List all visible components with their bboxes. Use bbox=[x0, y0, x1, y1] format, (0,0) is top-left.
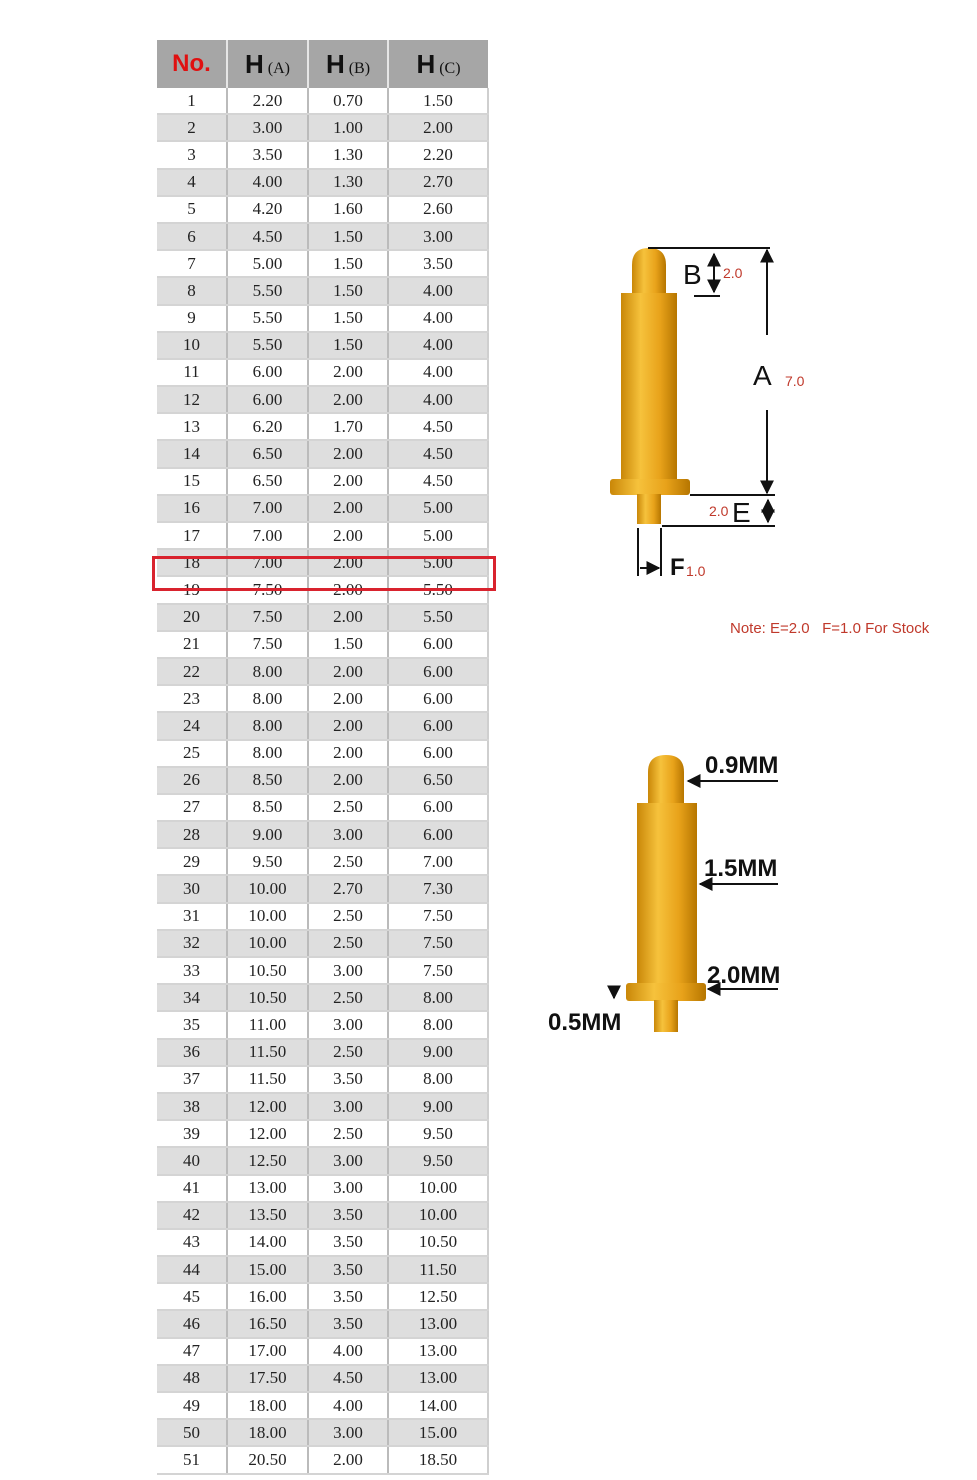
cell-h-c: 13.00 bbox=[388, 1310, 488, 1337]
cell-no: 17 bbox=[157, 522, 227, 549]
cell-h-b: 1.50 bbox=[308, 223, 388, 250]
cell-h-c: 7.50 bbox=[388, 957, 488, 984]
cell-no: 45 bbox=[157, 1283, 227, 1310]
cell-no: 39 bbox=[157, 1120, 227, 1147]
cell-no: 46 bbox=[157, 1310, 227, 1337]
cell-h-c: 2.60 bbox=[388, 196, 488, 223]
cell-h-b: 2.50 bbox=[308, 1120, 388, 1147]
cell-h-b: 3.00 bbox=[308, 1175, 388, 1202]
cell-no: 34 bbox=[157, 984, 227, 1011]
cell-no: 43 bbox=[157, 1229, 227, 1256]
cell-h-b: 3.50 bbox=[308, 1283, 388, 1310]
cell-no: 44 bbox=[157, 1256, 227, 1283]
cell-h-b: 3.50 bbox=[308, 1202, 388, 1229]
cell-no: 15 bbox=[157, 468, 227, 495]
cell-no: 6 bbox=[157, 223, 227, 250]
stock-note: Note: E=2.0 F=1.0 For Stock bbox=[730, 620, 930, 637]
cell-no: 32 bbox=[157, 930, 227, 957]
cell-h-a: 15.00 bbox=[227, 1256, 308, 1283]
cell-no: 2 bbox=[157, 114, 227, 141]
cell-h-a: 17.00 bbox=[227, 1338, 308, 1365]
header-h-b-letter: H bbox=[325, 48, 345, 79]
cell-h-a: 6.00 bbox=[227, 359, 308, 386]
cell-no: 3 bbox=[157, 141, 227, 168]
cell-h-c: 6.00 bbox=[388, 740, 488, 767]
label-e: E bbox=[732, 497, 751, 528]
cell-h-a: 7.00 bbox=[227, 522, 308, 549]
cell-h-a: 7.50 bbox=[227, 576, 308, 603]
cell-no: 16 bbox=[157, 495, 227, 522]
cell-h-b: 2.00 bbox=[308, 386, 388, 413]
cell-h-a: 8.00 bbox=[227, 740, 308, 767]
label-f: F bbox=[670, 554, 685, 581]
cell-h-b: 1.50 bbox=[308, 277, 388, 304]
cell-h-c: 3.50 bbox=[388, 250, 488, 277]
cell-no: 29 bbox=[157, 848, 227, 875]
cell-h-c: 6.00 bbox=[388, 794, 488, 821]
cell-h-a: 5.50 bbox=[227, 332, 308, 359]
cell-h-c: 13.00 bbox=[388, 1338, 488, 1365]
flange-dimension-label: 2.0MM bbox=[707, 962, 781, 989]
cell-h-c: 4.00 bbox=[388, 305, 488, 332]
cell-h-a: 8.00 bbox=[227, 712, 308, 739]
cell-h-c: 8.00 bbox=[388, 1066, 488, 1093]
cell-h-c: 3.00 bbox=[388, 223, 488, 250]
cell-h-c: 5.00 bbox=[388, 495, 488, 522]
cell-h-b: 2.70 bbox=[308, 875, 388, 902]
cell-no: 50 bbox=[157, 1419, 227, 1446]
cell-no: 51 bbox=[157, 1446, 227, 1473]
cell-h-c: 6.00 bbox=[388, 631, 488, 658]
cell-h-a: 6.50 bbox=[227, 440, 308, 467]
cell-no: 19 bbox=[157, 576, 227, 603]
cell-h-b: 2.00 bbox=[308, 468, 388, 495]
cell-h-c: 7.00 bbox=[388, 848, 488, 875]
cell-h-a: 7.50 bbox=[227, 604, 308, 631]
cell-no: 40 bbox=[157, 1147, 227, 1174]
cell-h-b: 2.00 bbox=[308, 495, 388, 522]
cell-h-b: 2.00 bbox=[308, 440, 388, 467]
cell-no: 36 bbox=[157, 1039, 227, 1066]
cell-no: 49 bbox=[157, 1392, 227, 1419]
cell-no: 22 bbox=[157, 658, 227, 685]
cell-h-b: 2.50 bbox=[308, 1039, 388, 1066]
cell-h-c: 2.20 bbox=[388, 141, 488, 168]
cell-h-c: 10.00 bbox=[388, 1175, 488, 1202]
cell-h-c: 9.00 bbox=[388, 1039, 488, 1066]
cell-h-b: 3.50 bbox=[308, 1229, 388, 1256]
cell-h-a: 11.00 bbox=[227, 1011, 308, 1038]
cell-h-c: 15.00 bbox=[388, 1419, 488, 1446]
cell-h-a: 14.00 bbox=[227, 1229, 308, 1256]
cell-h-a: 16.00 bbox=[227, 1283, 308, 1310]
cell-no: 47 bbox=[157, 1338, 227, 1365]
cell-h-c: 14.00 bbox=[388, 1392, 488, 1419]
cell-h-a: 4.50 bbox=[227, 223, 308, 250]
cell-h-b: 4.50 bbox=[308, 1365, 388, 1392]
cell-h-a: 16.50 bbox=[227, 1310, 308, 1337]
cell-h-b: 3.00 bbox=[308, 1093, 388, 1120]
cell-h-c: 9.50 bbox=[388, 1120, 488, 1147]
cell-h-a: 7.00 bbox=[227, 495, 308, 522]
cell-h-b: 2.50 bbox=[308, 930, 388, 957]
cell-h-b: 1.60 bbox=[308, 196, 388, 223]
cell-no: 24 bbox=[157, 712, 227, 739]
cell-h-b: 0.70 bbox=[308, 88, 388, 114]
cell-h-c: 4.50 bbox=[388, 468, 488, 495]
cell-h-a: 13.50 bbox=[227, 1202, 308, 1229]
cell-h-c: 4.00 bbox=[388, 332, 488, 359]
tip-dimension-label: 0.9MM bbox=[705, 752, 779, 779]
cell-h-b: 3.00 bbox=[308, 1419, 388, 1446]
cell-h-b: 2.00 bbox=[308, 767, 388, 794]
cell-h-b: 2.50 bbox=[308, 984, 388, 1011]
cell-h-b: 1.70 bbox=[308, 413, 388, 440]
cell-h-b: 3.00 bbox=[308, 821, 388, 848]
value-e: 2.0 bbox=[709, 503, 729, 519]
header-h-a-letter: H bbox=[245, 48, 264, 79]
value-f: 1.0 bbox=[686, 563, 706, 579]
cell-h-a: 5.00 bbox=[227, 250, 308, 277]
cell-h-c: 18.50 bbox=[388, 1446, 488, 1473]
cell-no: 37 bbox=[157, 1066, 227, 1093]
cell-no: 33 bbox=[157, 957, 227, 984]
cell-no: 7 bbox=[157, 250, 227, 277]
cell-h-a: 11.50 bbox=[227, 1039, 308, 1066]
cell-h-a: 5.50 bbox=[227, 305, 308, 332]
cell-h-c: 12.50 bbox=[388, 1283, 488, 1310]
header-no: No. bbox=[157, 40, 227, 88]
cell-h-a: 13.00 bbox=[227, 1175, 308, 1202]
cell-h-c: 6.00 bbox=[388, 658, 488, 685]
cell-h-b: 1.50 bbox=[308, 305, 388, 332]
cell-h-b: 4.00 bbox=[308, 1392, 388, 1419]
cell-h-b: 4.00 bbox=[308, 1338, 388, 1365]
cell-no: 23 bbox=[157, 685, 227, 712]
cell-h-a: 10.50 bbox=[227, 984, 308, 1011]
cell-h-b: 2.50 bbox=[308, 903, 388, 930]
cell-h-b: 3.00 bbox=[308, 1147, 388, 1174]
cell-h-a: 11.50 bbox=[227, 1066, 308, 1093]
cell-h-a: 8.00 bbox=[227, 658, 308, 685]
cell-h-c: 9.50 bbox=[388, 1147, 488, 1174]
cell-h-c: 6.00 bbox=[388, 821, 488, 848]
cell-h-a: 4.00 bbox=[227, 169, 308, 196]
cell-h-b: 3.50 bbox=[308, 1310, 388, 1337]
cell-h-c: 4.50 bbox=[388, 440, 488, 467]
cell-h-b: 2.00 bbox=[308, 359, 388, 386]
cell-h-a: 17.50 bbox=[227, 1365, 308, 1392]
cell-h-a: 10.00 bbox=[227, 875, 308, 902]
value-a: 7.0 bbox=[785, 373, 805, 389]
cell-h-c: 5.00 bbox=[388, 522, 488, 549]
body-dimension-label: 1.5MM bbox=[704, 855, 778, 882]
label-b: B bbox=[683, 259, 702, 290]
cell-h-c: 10.00 bbox=[388, 1202, 488, 1229]
cell-h-a: 3.00 bbox=[227, 114, 308, 141]
flange-thickness-label: 0.5MM bbox=[548, 1009, 622, 1036]
cell-no: 27 bbox=[157, 794, 227, 821]
cell-h-c: 4.00 bbox=[388, 386, 488, 413]
cell-h-a: 10.50 bbox=[227, 957, 308, 984]
cell-h-c: 8.00 bbox=[388, 1011, 488, 1038]
header-h-b-sub: (B) bbox=[348, 59, 371, 77]
cell-h-c: 2.70 bbox=[388, 169, 488, 196]
cell-h-c: 11.50 bbox=[388, 1256, 488, 1283]
cell-no: 28 bbox=[157, 821, 227, 848]
cell-no: 5 bbox=[157, 196, 227, 223]
header-h-c-letter: H bbox=[416, 48, 436, 79]
cell-no: 12 bbox=[157, 386, 227, 413]
cell-h-b: 3.50 bbox=[308, 1256, 388, 1283]
cell-no: 4 bbox=[157, 169, 227, 196]
cell-h-a: 12.50 bbox=[227, 1147, 308, 1174]
cell-h-b: 2.50 bbox=[308, 794, 388, 821]
cell-h-a: 6.00 bbox=[227, 386, 308, 413]
cell-h-a: 18.00 bbox=[227, 1392, 308, 1419]
cell-h-b: 2.00 bbox=[308, 604, 388, 631]
cell-h-c: 6.50 bbox=[388, 767, 488, 794]
cell-h-c: 9.00 bbox=[388, 1093, 488, 1120]
cell-h-a: 8.50 bbox=[227, 794, 308, 821]
cell-h-c: 4.50 bbox=[388, 413, 488, 440]
cell-no: 31 bbox=[157, 903, 227, 930]
cell-no: 41 bbox=[157, 1175, 227, 1202]
cell-no: 13 bbox=[157, 413, 227, 440]
cell-no: 1 bbox=[157, 88, 227, 114]
cell-no: 42 bbox=[157, 1202, 227, 1229]
cell-h-b: 1.50 bbox=[308, 250, 388, 277]
cell-h-c: 5.00 bbox=[388, 549, 488, 576]
cell-no: 9 bbox=[157, 305, 227, 332]
cell-h-c: 1.50 bbox=[388, 88, 488, 114]
cell-h-b: 1.30 bbox=[308, 169, 388, 196]
cell-h-a: 8.00 bbox=[227, 685, 308, 712]
cell-h-b: 2.50 bbox=[308, 848, 388, 875]
cell-h-c: 6.00 bbox=[388, 685, 488, 712]
cell-h-c: 10.50 bbox=[388, 1229, 488, 1256]
cell-h-b: 2.00 bbox=[308, 549, 388, 576]
cell-no: 26 bbox=[157, 767, 227, 794]
cell-h-c: 7.50 bbox=[388, 903, 488, 930]
cell-h-b: 2.00 bbox=[308, 1446, 388, 1473]
cell-h-a: 5.50 bbox=[227, 277, 308, 304]
cell-h-b: 1.30 bbox=[308, 141, 388, 168]
cell-h-a: 7.50 bbox=[227, 631, 308, 658]
cell-h-a: 7.00 bbox=[227, 549, 308, 576]
cell-h-a: 18.00 bbox=[227, 1419, 308, 1446]
cell-no: 20 bbox=[157, 604, 227, 631]
cell-h-c: 7.50 bbox=[388, 930, 488, 957]
header-h-c-sub: (C) bbox=[439, 59, 461, 77]
cell-h-b: 1.00 bbox=[308, 114, 388, 141]
header-h-a-sub: (A) bbox=[267, 59, 290, 77]
cell-h-a: 12.00 bbox=[227, 1120, 308, 1147]
cell-h-c: 6.00 bbox=[388, 712, 488, 739]
cell-h-a: 6.20 bbox=[227, 413, 308, 440]
cell-no: 18 bbox=[157, 549, 227, 576]
cell-no: 8 bbox=[157, 277, 227, 304]
cell-h-a: 6.50 bbox=[227, 468, 308, 495]
cell-h-c: 5.50 bbox=[388, 604, 488, 631]
cell-h-c: 4.00 bbox=[388, 277, 488, 304]
cell-no: 30 bbox=[157, 875, 227, 902]
cell-no: 14 bbox=[157, 440, 227, 467]
cell-h-a: 10.00 bbox=[227, 903, 308, 930]
cell-h-b: 3.00 bbox=[308, 1011, 388, 1038]
cell-h-b: 2.00 bbox=[308, 658, 388, 685]
cell-h-a: 12.00 bbox=[227, 1093, 308, 1120]
cell-h-b: 2.00 bbox=[308, 685, 388, 712]
cell-h-a: 4.20 bbox=[227, 196, 308, 223]
cell-h-a: 9.50 bbox=[227, 848, 308, 875]
pin-bottom-shape bbox=[626, 755, 706, 1032]
cell-no: 21 bbox=[157, 631, 227, 658]
cell-h-c: 7.30 bbox=[388, 875, 488, 902]
cell-h-a: 8.50 bbox=[227, 767, 308, 794]
cell-h-c: 13.00 bbox=[388, 1365, 488, 1392]
cell-h-b: 3.50 bbox=[308, 1066, 388, 1093]
cell-h-a: 10.00 bbox=[227, 930, 308, 957]
cell-h-b: 1.50 bbox=[308, 332, 388, 359]
cell-no: 11 bbox=[157, 359, 227, 386]
cell-no: 48 bbox=[157, 1365, 227, 1392]
cell-h-c: 2.00 bbox=[388, 114, 488, 141]
cell-h-a: 9.00 bbox=[227, 821, 308, 848]
cell-h-b: 2.00 bbox=[308, 712, 388, 739]
cell-no: 35 bbox=[157, 1011, 227, 1038]
cell-h-c: 8.00 bbox=[388, 984, 488, 1011]
cell-no: 10 bbox=[157, 332, 227, 359]
cell-h-a: 3.50 bbox=[227, 141, 308, 168]
cell-h-a: 20.50 bbox=[227, 1446, 308, 1473]
cell-h-b: 3.00 bbox=[308, 957, 388, 984]
cell-h-a: 2.20 bbox=[227, 88, 308, 114]
cell-h-c: 5.50 bbox=[388, 576, 488, 603]
label-a: A bbox=[753, 360, 772, 391]
cell-h-b: 2.00 bbox=[308, 522, 388, 549]
cell-h-c: 4.00 bbox=[388, 359, 488, 386]
value-b: 2.0 bbox=[723, 265, 743, 281]
cell-h-b: 2.00 bbox=[308, 576, 388, 603]
cell-h-b: 2.00 bbox=[308, 740, 388, 767]
cell-no: 25 bbox=[157, 740, 227, 767]
cell-no: 38 bbox=[157, 1093, 227, 1120]
cell-h-b: 1.50 bbox=[308, 631, 388, 658]
